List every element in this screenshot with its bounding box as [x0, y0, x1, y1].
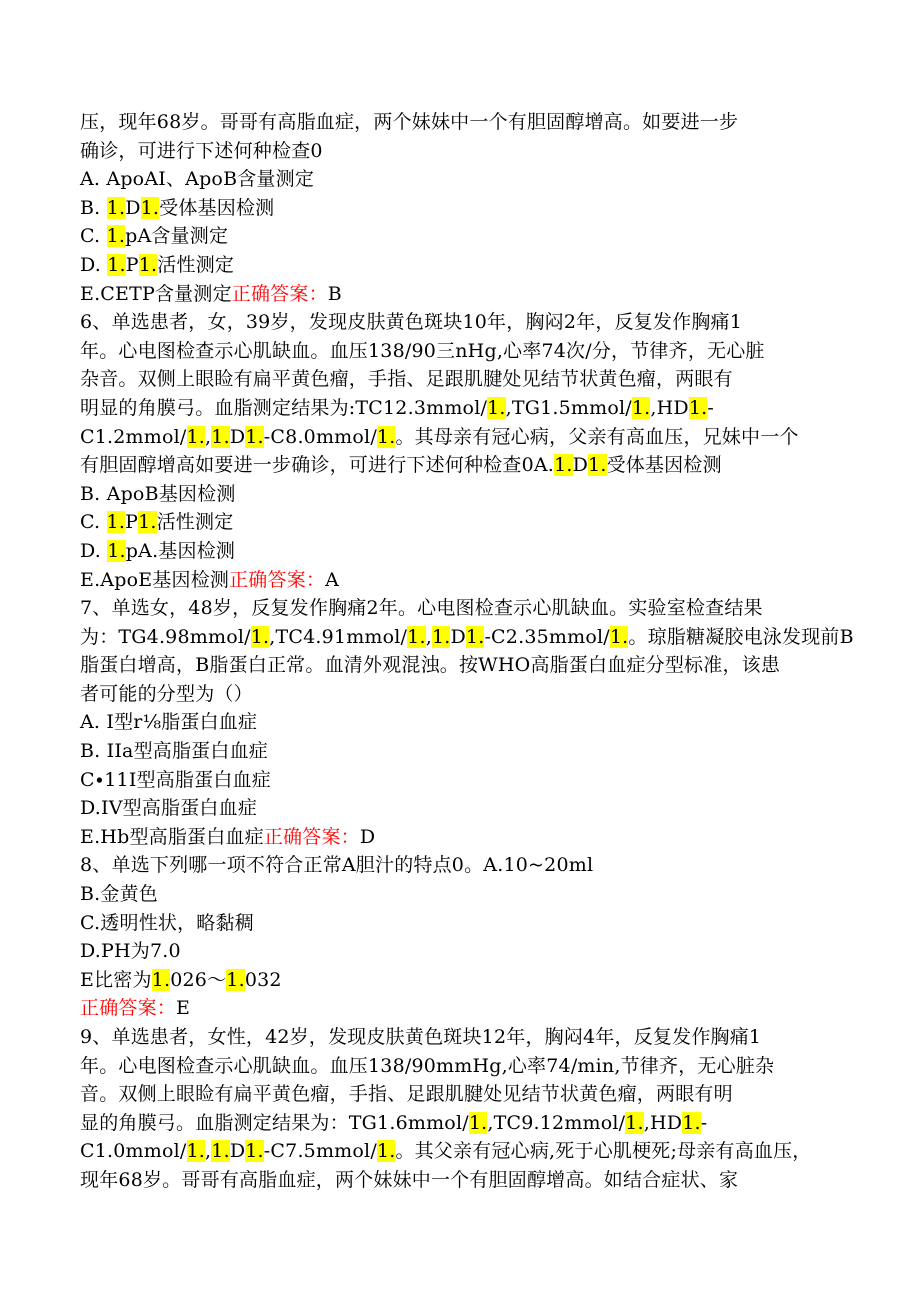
line-text: D. [80, 253, 108, 276]
answer-label: 正确答案： [263, 825, 360, 848]
highlighted-text: 1. [138, 511, 157, 534]
line-text: 有胆固醇增高如要进一步确诊，可进行下述何种检查0A. [80, 454, 555, 477]
line-text: D [229, 1140, 246, 1163]
line-text: 。其父亲有冠心病,死于心肌梗死;母亲有高血压， [395, 1140, 812, 1163]
line-text: ,TG1.5mmol/ [505, 396, 632, 419]
text-line [80, 1109, 860, 1138]
text-line [80, 651, 860, 680]
text-line [80, 480, 860, 509]
text-line [80, 909, 860, 938]
highlighted-text: 1. [631, 396, 651, 419]
text-line [80, 108, 860, 137]
line-text: A. ApoAI、ApoB含量测定 [80, 168, 315, 191]
document-body [80, 108, 860, 1195]
line-text: D [229, 425, 246, 448]
line-text: 杂音。双侧上眼睑有扁平黄色瘤，手指、足跟肌腱处见结节状黄色瘤，两眼有 [80, 368, 733, 391]
line-text: 音。双侧上眼睑有扁平黄色瘤，手指、足跟肌腱处见结节状黄色瘤，两眼有明 [80, 1083, 733, 1106]
text-line [80, 394, 860, 423]
highlighted-text: 1. [688, 396, 708, 419]
line-text: -C7.5mmol/ [263, 1140, 377, 1163]
highlighted-text: 1. [151, 968, 171, 991]
line-text: ,TC4.91mmol/ [269, 625, 408, 648]
line-text: D [125, 196, 141, 219]
text-line [80, 994, 860, 1023]
line-text: D.IV型高脂蛋白血症 [80, 797, 258, 820]
line-text: C1.2mmol/ [80, 425, 187, 448]
line-text: ,HD [643, 1111, 683, 1134]
highlighted-text: 1. [140, 196, 160, 219]
line-text: 显的角膜弓。血脂测定结果为：TG1.6mmol/ [80, 1111, 469, 1134]
line-text: , [425, 625, 432, 648]
line-text: C1.0mmol/ [80, 1140, 187, 1163]
line-text: 年。心电图检查示心肌缺血。血压138/90mmHg,心率74/min,节律齐，无心脏杂 [80, 1054, 775, 1077]
line-text: 8、单选下列哪一项不符合正常A胆汁的特点0。A.10~20ml [80, 854, 594, 877]
text-line [80, 194, 860, 223]
line-text: C∙11I型高脂蛋白血症 [80, 768, 271, 791]
text-line [80, 623, 860, 652]
text-line [80, 165, 860, 194]
line-text: D. [80, 539, 108, 562]
line-text: D [450, 625, 466, 648]
text-line [80, 851, 860, 880]
line-text: - [707, 396, 715, 419]
line-text: 。其母亲有冠心病，父亲有高血压，兄妹中一个 [395, 425, 799, 448]
highlighted-text: 1. [376, 425, 396, 448]
line-text: 6、单选患者，女，39岁，发现皮肤黄色斑块10年，胸闷2年，反复发作胸痛1 [80, 311, 743, 334]
line-text: ,TC9.12mmol/ [487, 1111, 626, 1134]
line-text: 活性测定 [156, 511, 234, 534]
line-text: 现年68岁。哥哥有高脂血症，两个妹妹中一个有胆固醇增高。如结合症状、家 [80, 1168, 739, 1191]
line-text: E比密为 [80, 968, 152, 991]
highlighted-text: 1. [407, 625, 426, 648]
highlighted-text: 1. [226, 968, 245, 991]
line-text: 活性测定 [157, 253, 235, 276]
line-text: A [325, 568, 340, 591]
line-text: 脂蛋白增高，B脂蛋白正常。血清外观混浊。按WHO高脂蛋白血症分型标准，该患 [80, 654, 781, 677]
text-line [80, 708, 860, 737]
line-text: -C8.0mmol/ [263, 425, 377, 448]
text-line [80, 680, 860, 709]
line-text: E.CETP含量测定 [80, 282, 232, 305]
text-line [80, 937, 860, 966]
line-text: D.PH为7.0 [80, 940, 181, 963]
line-text: E [176, 997, 191, 1020]
line-text: C. [80, 225, 107, 248]
highlighted-text: 1. [245, 425, 264, 448]
line-text: 确诊，可进行下述何种检查0 [80, 139, 323, 162]
text-line [80, 423, 860, 452]
text-line [80, 508, 860, 537]
text-line [80, 451, 860, 480]
line-text: C. [80, 511, 107, 534]
line-text: pA含量测定 [125, 225, 229, 248]
line-text: E.Hb型高脂蛋白血症 [80, 825, 264, 848]
line-text: P [125, 511, 139, 534]
highlighted-text: 1. [138, 253, 158, 276]
line-text: B. IIa型高脂蛋白血症 [80, 740, 268, 763]
text-line [80, 1080, 860, 1109]
text-line [80, 537, 860, 566]
line-text: 032 [244, 968, 282, 991]
line-text: 为：TG4.98mmol/ [80, 625, 251, 648]
line-text: 。琼脂糖凝胶电泳发现前B [628, 625, 854, 648]
text-line [80, 880, 860, 909]
highlighted-text: 1. [682, 1111, 701, 1134]
text-line [80, 308, 860, 337]
highlighted-text: 1. [211, 425, 230, 448]
highlighted-text: 1. [554, 454, 573, 477]
line-text: C.透明性状，略黏稠 [80, 911, 254, 934]
answer-label: 正确答案： [80, 997, 177, 1020]
highlighted-text: 1. [186, 1140, 206, 1163]
highlighted-text: 1. [245, 1140, 264, 1163]
text-line [80, 137, 860, 166]
text-line [80, 594, 860, 623]
highlighted-text: 1. [250, 625, 270, 648]
line-text: pA.基因检测 [125, 539, 236, 562]
line-text: 年。心电图检查示心肌缺血。血压138/90三nHg,心率74次/分，节律齐，无心脏 [80, 339, 765, 362]
text-line [80, 1137, 860, 1166]
highlighted-text: 1. [465, 625, 485, 648]
text-line [80, 794, 860, 823]
line-text: -C2.35mmol/ [484, 625, 610, 648]
line-text: B [327, 282, 342, 305]
highlighted-text: 1. [487, 396, 506, 419]
line-text: ,HD [650, 396, 689, 419]
highlighted-text: 1. [211, 1140, 230, 1163]
highlighted-text: 1. [107, 253, 126, 276]
line-text: 者可能的分型为（） [80, 682, 253, 705]
highlighted-text: 1. [186, 425, 206, 448]
text-line [80, 365, 860, 394]
line-text: D [359, 825, 376, 848]
line-text: 9、单选患者，女性，42岁，发现皮肤黄色斑块12年，胸闷4年，反复发作胸痛1 [80, 1026, 762, 1048]
text-line [80, 280, 860, 309]
highlighted-text: 1. [468, 1111, 488, 1134]
highlighted-text: 1. [107, 539, 126, 562]
line-text: A. I型r⅛脂蛋白血症 [80, 711, 258, 734]
line-text: 7、单选女，48岁，反复发作胸痛2年。心电图检查示心肌缺血。实验室检查结果 [80, 597, 763, 620]
line-text: E.ApoE基因检测 [80, 568, 230, 591]
line-text: 受体基因检测 [606, 454, 722, 477]
line-text: P [125, 253, 139, 276]
line-text: 026～ [170, 968, 227, 991]
highlighted-text: 1. [106, 225, 126, 248]
text-line [80, 1052, 860, 1081]
answer-label: 正确答案： [229, 568, 326, 591]
text-line [80, 823, 860, 852]
text-line [80, 737, 860, 766]
line-text: B. [80, 196, 107, 219]
text-line [80, 222, 860, 251]
line-text: 明显的角膜弓。血脂测定结果为:TC12.3mmol/ [80, 396, 488, 419]
text-line [80, 966, 860, 995]
highlighted-text: 1. [431, 625, 451, 648]
line-text: B.金黄色 [80, 883, 159, 906]
line-text: D [572, 454, 589, 477]
line-text: , [205, 425, 212, 448]
highlighted-text: 1. [376, 1140, 396, 1163]
text-line [80, 337, 860, 366]
line-text: 压，现年68岁。哥哥有高脂血症，两个妹妹中一个有胆固醇增高。如要进一步 [80, 111, 739, 133]
highlighted-text: 1. [609, 625, 629, 648]
highlighted-text: 1. [106, 511, 126, 534]
text-line [80, 566, 860, 595]
answer-label: 正确答案： [231, 282, 328, 305]
line-text: , [205, 1140, 212, 1163]
highlighted-text: 1. [106, 196, 126, 219]
line-text: 受体基因检测 [159, 196, 275, 219]
text-line [80, 1166, 860, 1195]
text-line [80, 251, 860, 280]
highlighted-text: 1. [588, 454, 607, 477]
text-line [80, 766, 860, 795]
highlighted-text: 1. [625, 1111, 644, 1134]
line-text: - [700, 1111, 708, 1134]
text-line [80, 1023, 860, 1052]
line-text: B. ApoB基因检测 [80, 482, 236, 505]
